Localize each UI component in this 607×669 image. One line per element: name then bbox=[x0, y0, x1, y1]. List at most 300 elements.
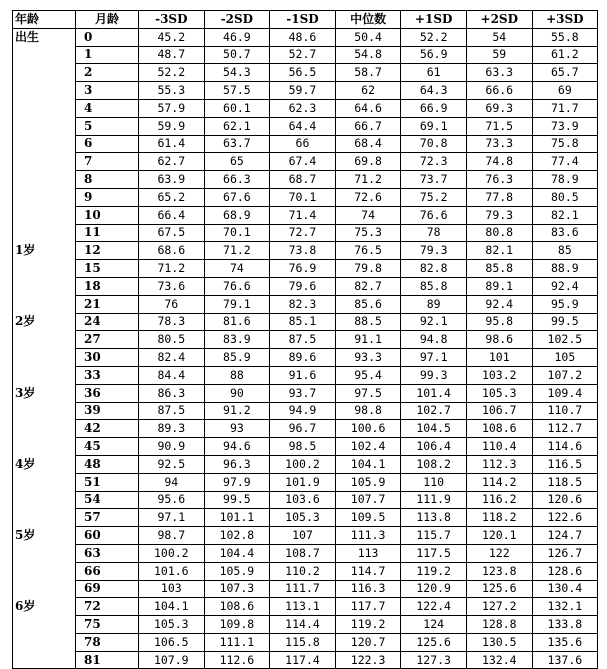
value-cell: 57.5 bbox=[204, 82, 270, 100]
value-cell: 79.3 bbox=[466, 206, 532, 224]
value-cell: 133.8 bbox=[532, 616, 598, 634]
value-cell: 111.9 bbox=[401, 491, 467, 509]
age-cell bbox=[13, 616, 76, 634]
value-cell: 107.7 bbox=[335, 491, 401, 509]
value-cell: 70.8 bbox=[401, 135, 467, 153]
age-cell bbox=[13, 331, 76, 349]
value-cell: 67.6 bbox=[204, 188, 270, 206]
table-row bbox=[13, 455, 598, 473]
value-cell: 66.6 bbox=[466, 82, 532, 100]
month-cell: 30 bbox=[76, 349, 139, 367]
value-cell: 89.1 bbox=[466, 277, 532, 295]
month-cell: 1 bbox=[76, 46, 139, 64]
value-cell: 62.1 bbox=[204, 117, 270, 135]
age-cell: 2岁 bbox=[13, 313, 76, 331]
value-cell: 87.5 bbox=[139, 402, 205, 420]
value-cell: 113 bbox=[335, 544, 401, 562]
value-cell: 66.7 bbox=[335, 117, 401, 135]
value-cell: 98.5 bbox=[270, 438, 336, 456]
value-cell: 117.4 bbox=[270, 651, 336, 669]
month-cell: 8 bbox=[76, 171, 139, 189]
value-cell: 111.3 bbox=[335, 527, 401, 545]
table-row bbox=[13, 491, 598, 509]
value-cell: 99.3 bbox=[401, 366, 467, 384]
value-cell: 107.9 bbox=[139, 651, 205, 669]
age-cell bbox=[13, 82, 76, 100]
value-cell: 116.5 bbox=[532, 455, 598, 473]
month-cell: 5 bbox=[76, 117, 139, 135]
value-cell: 56.9 bbox=[401, 46, 467, 64]
age-cell bbox=[13, 633, 76, 651]
month-cell: 54 bbox=[76, 491, 139, 509]
table-row bbox=[13, 206, 598, 224]
value-cell: 54.3 bbox=[204, 64, 270, 82]
age-cell bbox=[13, 295, 76, 313]
age-cell: 出生 bbox=[13, 28, 76, 46]
table-row bbox=[13, 99, 598, 117]
value-cell: 103.2 bbox=[466, 366, 532, 384]
value-cell: 94.6 bbox=[204, 438, 270, 456]
value-cell: 98.8 bbox=[335, 402, 401, 420]
age-cell bbox=[13, 224, 76, 242]
value-cell: 50.4 bbox=[335, 28, 401, 46]
age-cell bbox=[13, 402, 76, 420]
table-row bbox=[13, 260, 598, 278]
month-cell: 6 bbox=[76, 135, 139, 153]
value-cell: 114.4 bbox=[270, 616, 336, 634]
table-row bbox=[13, 438, 598, 456]
table-row bbox=[13, 527, 598, 545]
value-cell: 78.9 bbox=[532, 171, 598, 189]
header-minus1sd: -1SD bbox=[270, 11, 336, 29]
value-cell: 107.3 bbox=[204, 580, 270, 598]
value-cell: 60.1 bbox=[204, 99, 270, 117]
value-cell: 115.8 bbox=[270, 633, 336, 651]
age-cell bbox=[13, 651, 76, 669]
value-cell: 45.2 bbox=[139, 28, 205, 46]
value-cell: 127.2 bbox=[466, 598, 532, 616]
value-cell: 120.9 bbox=[401, 580, 467, 598]
value-cell: 112.3 bbox=[466, 455, 532, 473]
header-minus3sd: -3SD bbox=[139, 11, 205, 29]
value-cell: 71.7 bbox=[532, 99, 598, 117]
age-cell bbox=[13, 509, 76, 527]
value-cell: 68.4 bbox=[335, 135, 401, 153]
value-cell: 101.1 bbox=[204, 509, 270, 527]
value-cell: 73.7 bbox=[401, 171, 467, 189]
month-cell: 10 bbox=[76, 206, 139, 224]
value-cell: 109.5 bbox=[335, 509, 401, 527]
table-row bbox=[13, 509, 598, 527]
table-row bbox=[13, 349, 598, 367]
age-cell: 1岁 bbox=[13, 242, 76, 260]
header-month: 月龄 bbox=[76, 11, 139, 29]
value-cell: 95.8 bbox=[466, 313, 532, 331]
value-cell: 77.8 bbox=[466, 188, 532, 206]
value-cell: 91.2 bbox=[204, 402, 270, 420]
value-cell: 100.2 bbox=[270, 455, 336, 473]
month-cell: 33 bbox=[76, 366, 139, 384]
value-cell: 106.5 bbox=[139, 633, 205, 651]
table-row bbox=[13, 82, 598, 100]
value-cell: 120.6 bbox=[532, 491, 598, 509]
value-cell: 108.6 bbox=[204, 598, 270, 616]
value-cell: 83.9 bbox=[204, 331, 270, 349]
value-cell: 117.7 bbox=[335, 598, 401, 616]
header-plus1sd: +1SD bbox=[401, 11, 467, 29]
value-cell: 102.7 bbox=[401, 402, 467, 420]
value-cell: 69.3 bbox=[466, 99, 532, 117]
age-cell bbox=[13, 473, 76, 491]
value-cell: 103 bbox=[139, 580, 205, 598]
value-cell: 95.9 bbox=[532, 295, 598, 313]
value-cell: 77.4 bbox=[532, 153, 598, 171]
value-cell: 58.7 bbox=[335, 64, 401, 82]
value-cell: 63.3 bbox=[466, 64, 532, 82]
value-cell: 93.3 bbox=[335, 349, 401, 367]
month-cell: 0 bbox=[76, 28, 139, 46]
value-cell: 89.6 bbox=[270, 349, 336, 367]
value-cell: 95.6 bbox=[139, 491, 205, 509]
value-cell: 76.3 bbox=[466, 171, 532, 189]
value-cell: 106.7 bbox=[466, 402, 532, 420]
age-cell bbox=[13, 544, 76, 562]
table-row bbox=[13, 171, 598, 189]
value-cell: 64.4 bbox=[270, 117, 336, 135]
month-cell: 9 bbox=[76, 188, 139, 206]
value-cell: 130.4 bbox=[532, 580, 598, 598]
value-cell: 107 bbox=[270, 527, 336, 545]
value-cell: 107.2 bbox=[532, 366, 598, 384]
value-cell: 67.4 bbox=[270, 153, 336, 171]
value-cell: 71.5 bbox=[466, 117, 532, 135]
month-cell: 63 bbox=[76, 544, 139, 562]
table-row bbox=[13, 384, 598, 402]
value-cell: 116.3 bbox=[335, 580, 401, 598]
value-cell: 85.8 bbox=[401, 277, 467, 295]
month-cell: 24 bbox=[76, 313, 139, 331]
value-cell: 85.8 bbox=[466, 260, 532, 278]
value-cell: 72.7 bbox=[270, 224, 336, 242]
table-row bbox=[13, 331, 598, 349]
value-cell: 86.3 bbox=[139, 384, 205, 402]
value-cell: 97.5 bbox=[335, 384, 401, 402]
value-cell: 52.2 bbox=[401, 28, 467, 46]
value-cell: 69.8 bbox=[335, 153, 401, 171]
age-cell bbox=[13, 260, 76, 278]
value-cell: 132.1 bbox=[532, 598, 598, 616]
header-plus2sd: +2SD bbox=[466, 11, 532, 29]
age-cell: 3岁 bbox=[13, 384, 76, 402]
value-cell: 102.5 bbox=[532, 331, 598, 349]
table-row bbox=[13, 117, 598, 135]
value-cell: 76.6 bbox=[401, 206, 467, 224]
month-cell: 21 bbox=[76, 295, 139, 313]
value-cell: 100.6 bbox=[335, 420, 401, 438]
value-cell: 68.9 bbox=[204, 206, 270, 224]
value-cell: 50.7 bbox=[204, 46, 270, 64]
month-cell: 75 bbox=[76, 616, 139, 634]
value-cell: 128.8 bbox=[466, 616, 532, 634]
value-cell: 98.7 bbox=[139, 527, 205, 545]
age-cell bbox=[13, 206, 76, 224]
table-row bbox=[13, 135, 598, 153]
value-cell: 112.7 bbox=[532, 420, 598, 438]
age-cell bbox=[13, 153, 76, 171]
value-cell: 110.4 bbox=[466, 438, 532, 456]
value-cell: 76 bbox=[139, 295, 205, 313]
value-cell: 116.2 bbox=[466, 491, 532, 509]
value-cell: 110 bbox=[401, 473, 467, 491]
value-cell: 69.1 bbox=[401, 117, 467, 135]
month-cell: 51 bbox=[76, 473, 139, 491]
value-cell: 80.8 bbox=[466, 224, 532, 242]
month-cell: 72 bbox=[76, 598, 139, 616]
value-cell: 62.3 bbox=[270, 99, 336, 117]
growth-standard-table-container bbox=[12, 10, 597, 669]
value-cell: 114.6 bbox=[532, 438, 598, 456]
header-median: 中位数 bbox=[335, 11, 401, 29]
table-row bbox=[13, 295, 598, 313]
value-cell: 135.6 bbox=[532, 633, 598, 651]
value-cell: 52.2 bbox=[139, 64, 205, 82]
value-cell: 101.6 bbox=[139, 562, 205, 580]
value-cell: 105 bbox=[532, 349, 598, 367]
value-cell: 71.2 bbox=[139, 260, 205, 278]
value-cell: 78.3 bbox=[139, 313, 205, 331]
month-cell: 27 bbox=[76, 331, 139, 349]
header-minus2sd: -2SD bbox=[204, 11, 270, 29]
value-cell: 120.1 bbox=[466, 527, 532, 545]
value-cell: 93.7 bbox=[270, 384, 336, 402]
value-cell: 108.6 bbox=[466, 420, 532, 438]
value-cell: 97.1 bbox=[139, 509, 205, 527]
value-cell: 65.7 bbox=[532, 64, 598, 82]
value-cell: 122.3 bbox=[335, 651, 401, 669]
value-cell: 122 bbox=[466, 544, 532, 562]
table-row bbox=[13, 28, 598, 46]
value-cell: 65 bbox=[204, 153, 270, 171]
value-cell: 79.3 bbox=[401, 242, 467, 260]
table-row bbox=[13, 633, 598, 651]
value-cell: 98.6 bbox=[466, 331, 532, 349]
age-cell bbox=[13, 349, 76, 367]
age-cell bbox=[13, 562, 76, 580]
value-cell: 111.7 bbox=[270, 580, 336, 598]
value-cell: 46.9 bbox=[204, 28, 270, 46]
table-row bbox=[13, 420, 598, 438]
value-cell: 82.1 bbox=[466, 242, 532, 260]
value-cell: 101.9 bbox=[270, 473, 336, 491]
value-cell: 92.1 bbox=[401, 313, 467, 331]
month-cell: 7 bbox=[76, 153, 139, 171]
month-cell: 78 bbox=[76, 633, 139, 651]
table-row bbox=[13, 313, 598, 331]
value-cell: 91.6 bbox=[270, 366, 336, 384]
value-cell: 89.3 bbox=[139, 420, 205, 438]
month-cell: 60 bbox=[76, 527, 139, 545]
value-cell: 124 bbox=[401, 616, 467, 634]
value-cell: 111.1 bbox=[204, 633, 270, 651]
value-cell: 88.9 bbox=[532, 260, 598, 278]
header-plus3sd: +3SD bbox=[532, 11, 598, 29]
value-cell: 63.9 bbox=[139, 171, 205, 189]
value-cell: 82.1 bbox=[532, 206, 598, 224]
value-cell: 108.2 bbox=[401, 455, 467, 473]
value-cell: 81.6 bbox=[204, 313, 270, 331]
age-cell: 4岁 bbox=[13, 455, 76, 473]
age-cell bbox=[13, 99, 76, 117]
value-cell: 123.8 bbox=[466, 562, 532, 580]
age-cell bbox=[13, 580, 76, 598]
value-cell: 71.2 bbox=[335, 171, 401, 189]
table-row bbox=[13, 562, 598, 580]
value-cell: 117.5 bbox=[401, 544, 467, 562]
header-age: 年龄 bbox=[13, 11, 76, 29]
value-cell: 105.3 bbox=[139, 616, 205, 634]
value-cell: 130.5 bbox=[466, 633, 532, 651]
table-body bbox=[13, 28, 598, 669]
age-cell bbox=[13, 135, 76, 153]
table-row bbox=[13, 153, 598, 171]
month-cell: 2 bbox=[76, 64, 139, 82]
value-cell: 122.6 bbox=[532, 509, 598, 527]
table-row bbox=[13, 46, 598, 64]
month-cell: 66 bbox=[76, 562, 139, 580]
month-cell: 4 bbox=[76, 99, 139, 117]
table-row bbox=[13, 616, 598, 634]
table-row bbox=[13, 188, 598, 206]
value-cell: 127.3 bbox=[401, 651, 467, 669]
month-cell: 3 bbox=[76, 82, 139, 100]
table-row bbox=[13, 651, 598, 669]
value-cell: 102.4 bbox=[335, 438, 401, 456]
value-cell: 73.8 bbox=[270, 242, 336, 260]
value-cell: 109.8 bbox=[204, 616, 270, 634]
table-row bbox=[13, 242, 598, 260]
value-cell: 114.2 bbox=[466, 473, 532, 491]
value-cell: 99.5 bbox=[204, 491, 270, 509]
value-cell: 59 bbox=[466, 46, 532, 64]
value-cell: 71.2 bbox=[204, 242, 270, 260]
value-cell: 102.8 bbox=[204, 527, 270, 545]
value-cell: 125.6 bbox=[401, 633, 467, 651]
value-cell: 72.3 bbox=[401, 153, 467, 171]
value-cell: 85 bbox=[532, 242, 598, 260]
value-cell: 62 bbox=[335, 82, 401, 100]
value-cell: 96.7 bbox=[270, 420, 336, 438]
value-cell: 59.9 bbox=[139, 117, 205, 135]
value-cell: 57.9 bbox=[139, 99, 205, 117]
table-row bbox=[13, 402, 598, 420]
value-cell: 95.4 bbox=[335, 366, 401, 384]
value-cell: 105.9 bbox=[204, 562, 270, 580]
table-row bbox=[13, 277, 598, 295]
value-cell: 122.4 bbox=[401, 598, 467, 616]
value-cell: 93 bbox=[204, 420, 270, 438]
month-cell: 42 bbox=[76, 420, 139, 438]
value-cell: 56.5 bbox=[270, 64, 336, 82]
month-cell: 39 bbox=[76, 402, 139, 420]
value-cell: 67.5 bbox=[139, 224, 205, 242]
month-cell: 57 bbox=[76, 509, 139, 527]
value-cell: 74 bbox=[335, 206, 401, 224]
value-cell: 78 bbox=[401, 224, 467, 242]
growth-standard-table bbox=[12, 10, 598, 669]
age-cell bbox=[13, 171, 76, 189]
value-cell: 90 bbox=[204, 384, 270, 402]
month-cell: 69 bbox=[76, 580, 139, 598]
value-cell: 99.5 bbox=[532, 313, 598, 331]
value-cell: 66.9 bbox=[401, 99, 467, 117]
value-cell: 124.7 bbox=[532, 527, 598, 545]
value-cell: 62.7 bbox=[139, 153, 205, 171]
value-cell: 104.1 bbox=[335, 455, 401, 473]
value-cell: 72.6 bbox=[335, 188, 401, 206]
value-cell: 76.6 bbox=[204, 277, 270, 295]
value-cell: 82.7 bbox=[335, 277, 401, 295]
value-cell: 55.8 bbox=[532, 28, 598, 46]
value-cell: 73.3 bbox=[466, 135, 532, 153]
value-cell: 105.9 bbox=[335, 473, 401, 491]
age-cell bbox=[13, 420, 76, 438]
value-cell: 64.3 bbox=[401, 82, 467, 100]
value-cell: 97.9 bbox=[204, 473, 270, 491]
table-row bbox=[13, 224, 598, 242]
value-cell: 97.1 bbox=[401, 349, 467, 367]
value-cell: 128.6 bbox=[532, 562, 598, 580]
value-cell: 113.8 bbox=[401, 509, 467, 527]
value-cell: 113.1 bbox=[270, 598, 336, 616]
value-cell: 104.1 bbox=[139, 598, 205, 616]
value-cell: 85.1 bbox=[270, 313, 336, 331]
value-cell: 90.9 bbox=[139, 438, 205, 456]
value-cell: 75.8 bbox=[532, 135, 598, 153]
age-cell bbox=[13, 117, 76, 135]
value-cell: 94.8 bbox=[401, 331, 467, 349]
value-cell: 108.7 bbox=[270, 544, 336, 562]
month-cell: 48 bbox=[76, 455, 139, 473]
value-cell: 79.6 bbox=[270, 277, 336, 295]
value-cell: 94.9 bbox=[270, 402, 336, 420]
value-cell: 82.4 bbox=[139, 349, 205, 367]
value-cell: 69 bbox=[532, 82, 598, 100]
value-cell: 110.2 bbox=[270, 562, 336, 580]
value-cell: 71.4 bbox=[270, 206, 336, 224]
month-cell: 15 bbox=[76, 260, 139, 278]
value-cell: 48.6 bbox=[270, 28, 336, 46]
value-cell: 85.6 bbox=[335, 295, 401, 313]
value-cell: 91.1 bbox=[335, 331, 401, 349]
value-cell: 105.3 bbox=[466, 384, 532, 402]
value-cell: 68.7 bbox=[270, 171, 336, 189]
table-row bbox=[13, 580, 598, 598]
value-cell: 82.3 bbox=[270, 295, 336, 313]
value-cell: 82.8 bbox=[401, 260, 467, 278]
value-cell: 73.6 bbox=[139, 277, 205, 295]
table-row bbox=[13, 598, 598, 616]
age-cell bbox=[13, 64, 76, 82]
value-cell: 54 bbox=[466, 28, 532, 46]
value-cell: 63.7 bbox=[204, 135, 270, 153]
value-cell: 118.2 bbox=[466, 509, 532, 527]
month-cell: 18 bbox=[76, 277, 139, 295]
value-cell: 74 bbox=[204, 260, 270, 278]
age-cell bbox=[13, 491, 76, 509]
value-cell: 80.5 bbox=[532, 188, 598, 206]
value-cell: 66.4 bbox=[139, 206, 205, 224]
value-cell: 54.8 bbox=[335, 46, 401, 64]
